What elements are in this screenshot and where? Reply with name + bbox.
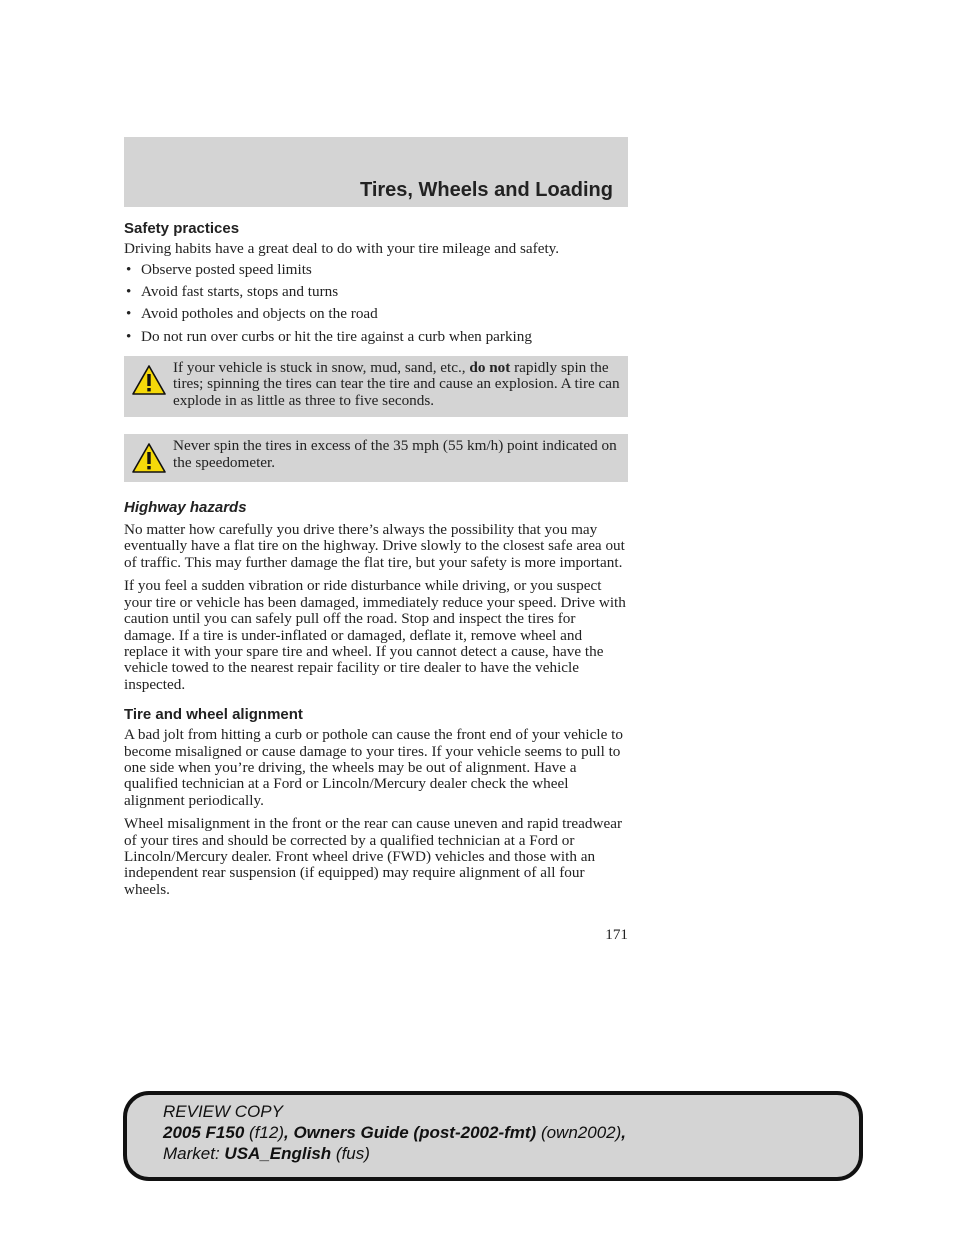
warning-text-before: If your vehicle is stuck in snow, mud, sand, etc.,	[173, 359, 470, 377]
bullet-glyph: •	[126, 261, 132, 279]
section-header-band	[124, 137, 628, 207]
list-item-text: Observe posted speed limits	[141, 261, 312, 279]
highway-heading: Highway hazards	[124, 499, 247, 517]
list-item-text: Avoid fast starts, stops and turns	[141, 282, 339, 300]
review-market-code: (fus)	[335, 1144, 370, 1163]
section-title: Tires, Wheels and Loading	[359, 179, 613, 201]
list-item-text: Do not run over curbs or hit the tire against a curb when parking	[141, 327, 532, 345]
warning-box	[124, 434, 628, 482]
review-model: 2005 F150	[163, 1123, 245, 1142]
highway-paragraph-2: If you feel a sudden vibration or ride disturbance while driving, or you suspect your tire or vehicle has been damaged, immediately reduce your speed. Drive with caution until you can safely pull off the road. Stop and inspect the tires for damage. If a tire is under-inflated or damaged, deflate it, remove wheel and replace it with your spare tire and wheel. If you cannot detect a cause, have the vehicle towed to the nearest repair facility or tire dealer to have the vehicle inspected.	[124, 577, 626, 693]
page-content	[124, 220, 628, 898]
review-copy-text	[163, 1101, 626, 1164]
review-market-label: Market:	[163, 1144, 220, 1163]
alignment-paragraph-2: Wheel misalignment in the front or the rear can cause uneven and rapid treadwear of your tires and should be corrected by a qualified technician at a Ford or Lincoln/Mercury dealer. Front wheel drive (FWD) vehicles and those with an independent rear suspension (if equipped) may require alignment of all four wheels.	[124, 815, 623, 898]
safety-bullet-list	[124, 262, 628, 345]
review-guide-code: (own2002)	[540, 1123, 622, 1142]
bullet-glyph: •	[126, 305, 132, 323]
warning-text: Never spin the tires in excess of the 35 mph (55 km/h) point indicated on the speedometer.	[173, 437, 617, 471]
warning-box	[124, 356, 628, 417]
review-guide: , Owners Guide (post-2002-fmt)	[284, 1123, 537, 1142]
page-number: 171	[605, 926, 628, 943]
review-copy-box	[123, 1091, 863, 1181]
alignment-heading: Tire and wheel alignment	[124, 706, 303, 724]
review-comma: ,	[621, 1123, 626, 1142]
list-item-text: Avoid potholes and objects on the road	[141, 305, 378, 323]
warning-emphasis: do not	[469, 359, 511, 377]
review-model-code: (f12)	[249, 1123, 284, 1142]
bullet-glyph: •	[126, 327, 132, 345]
warning-text-after: rapidly spin the tires; spinning the tires can tear the tire and cause an explosion. A tire can explode in as little as three to five seconds.	[173, 359, 620, 409]
warning-triangle-icon	[131, 364, 167, 396]
alignment-paragraph-1: A bad jolt from hitting a curb or pothole can cause the front end of your vehicle to become misaligned or cause damage to your tires. If your vehicle seems to pull to one side when you’re driving, the wheels may be out of alignment. Have a qualified technician at a Ford or Lincoln/Mercury dealer check the wheel alignment periodically.	[124, 726, 623, 809]
list-item	[124, 284, 628, 300]
bullet-glyph: •	[126, 282, 132, 300]
highway-paragraph-1: No matter how carefully you drive there’s always the possibility that you may eventually have a flat tire on the highway. Drive slowly to the closest safe area out of traffic. This may further damage the flat tire, but your safety is more important.	[124, 521, 625, 571]
list-item	[124, 262, 628, 278]
list-item	[124, 306, 628, 322]
review-copy-label: REVIEW COPY	[163, 1102, 283, 1121]
review-market: USA_English	[224, 1144, 332, 1163]
safety-intro: Driving habits have a great deal to do with your tire mileage and safety.	[124, 240, 560, 257]
safety-heading: Safety practices	[124, 220, 240, 237]
list-item	[124, 329, 628, 345]
warning-triangle-icon	[131, 442, 167, 474]
